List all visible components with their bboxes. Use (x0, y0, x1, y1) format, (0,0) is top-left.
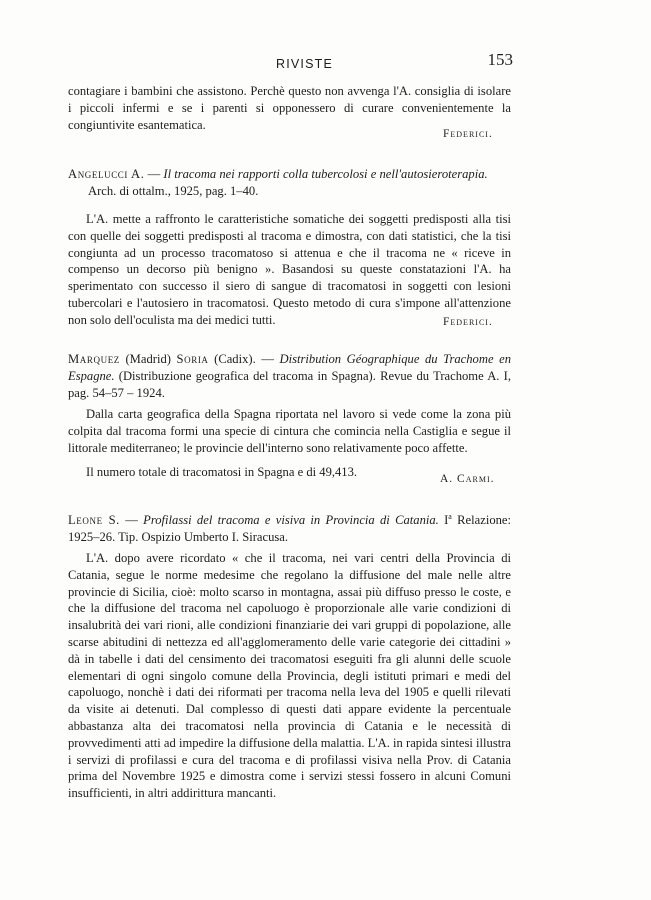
running-title: RIVISTE (276, 57, 334, 71)
reference-angelucci (68, 166, 511, 200)
article-title: Il tracoma nei rapporti colla tubercolosi e nell'autosieroterapia. (163, 167, 488, 181)
abstract-leone: L'A. dopo avere ricordato « che il tracoma, nei vari centri della Provincia di Catania, segue le norme medesime che regolano la diffusione del male nelle altre provincie di Sicilia, cioè: molto scarso in montagna, assai più diffuso presso le coste, e che la diffusione del tracoma nel capoluogo è proporzionale alle varie condizioni di insalubrità dei vari rioni, alle condizioni finanziarie dei vari gruppi di popolazione, alle scarse abitudini di nettezza ed all'agglomeramento delle varie categorie dei cittadini » dà in tabelle i dati del censimento dei tracomatosi eseguiti fra gli alunni delle scuole elementari di ogni singolo comune della Provincia, degli istituti primari e medi del capoluogo, nonchè i dati dei riformati per tracoma nella leva del 1905 e quelli rilevati da visite ai detenuti. Dal complesso di questi dati appare evidente la percentuale abbastanza alta dei tracomatosi nella provincia di Catania e le necessità di provvedimenti atti ad impedire la diffusione della malattia. L'A. in rapida sintesi illustra i servizi di profilassi e cura del tracoma e di profilassi visiva nella Prov. di Catania prima del Novembre 1925 e dimostra come i servizi stessi fossero in alcuni Comuni insufficienti, in altri addirittura mancanti. (68, 551, 511, 801)
abstract-angelucci: L'A. mette a raffronto le caratteristiche somatiche dei soggetti predisposti alla tisi con quelle dei soggetti predisposti al tracoma e dimostra, con dati statistici, che la tisi congiunta ad un processo tracomatoso si attenua e che il tracoma ne « riceve in compenso un decorso più benigno ». Basandosi su queste constatazioni l'A. ha sperimentato con successo il siero di sangue di tracomatosi in soggetti con lesioni tubercolari e l'autosiero in tracomatosi. Questo metodo di cura s'impone all'attenzione non solo dell'oculista ma dei medici tutti. (68, 212, 511, 327)
source-citation: Relazione: 1925–26. Tip. Ospizio Umberto I. Siracusa. (68, 513, 511, 544)
author-place-madrid: (Madrid) (119, 352, 177, 366)
article-title: Profilassi del tracoma e visiva in Provincia di Catania. (143, 513, 439, 528)
author-place-cadix: (Cadix). — (208, 352, 280, 366)
separator-dash: — (119, 513, 144, 528)
reference-marquez-soria (68, 351, 511, 401)
reference-leone (68, 509, 511, 546)
separator-dash: — (144, 167, 164, 181)
author-name: Leone S. (68, 513, 120, 528)
signature-federici-1: Federici. (443, 128, 493, 140)
signature-federici-2: Federici. (443, 316, 493, 328)
source-citation: Arch. di ottalm., 1925, pag. 1–40. (88, 183, 259, 198)
author-name: Angelucci A. (68, 167, 145, 181)
report-ordinal: I (438, 513, 449, 528)
source-citation: (Distribuzione geografica del tracoma in Spagna). Revue du Trachome A. I, pag. 54–57 – 1924. (68, 368, 511, 400)
author-name-soria: Soria (176, 352, 209, 366)
signature-carmi: A. Carmi. (440, 473, 495, 485)
continuation-paragraph: contagiare i bambini che assistono. Perchè questo non avvenga l'A. consiglia di isolare i piccoli infermi e se i parenti si opponessero di curare convenientemente la congiuntivite esantematica. (68, 84, 511, 132)
total-trachoma-count: Il numero totale di tracomatosi in Spagna e di 49,413. (86, 465, 358, 479)
author-name-marquez: Marquez (68, 352, 120, 366)
abstract-marquez-soria: Dalla carta geografica della Spagna riportata nel lavoro si vede come la zona più colpita dal tracoma formi una specie di cintura che comincia nella Castiglia e segue il littorale mediterraneo; le provincie dell'interno sono relativamente poco affette. (68, 407, 511, 455)
page-number: 153 (487, 50, 513, 69)
report-ordinal-suffix: a (448, 512, 452, 521)
article-title: Distribution Géographique du Trachome en Espagne. (68, 352, 511, 383)
